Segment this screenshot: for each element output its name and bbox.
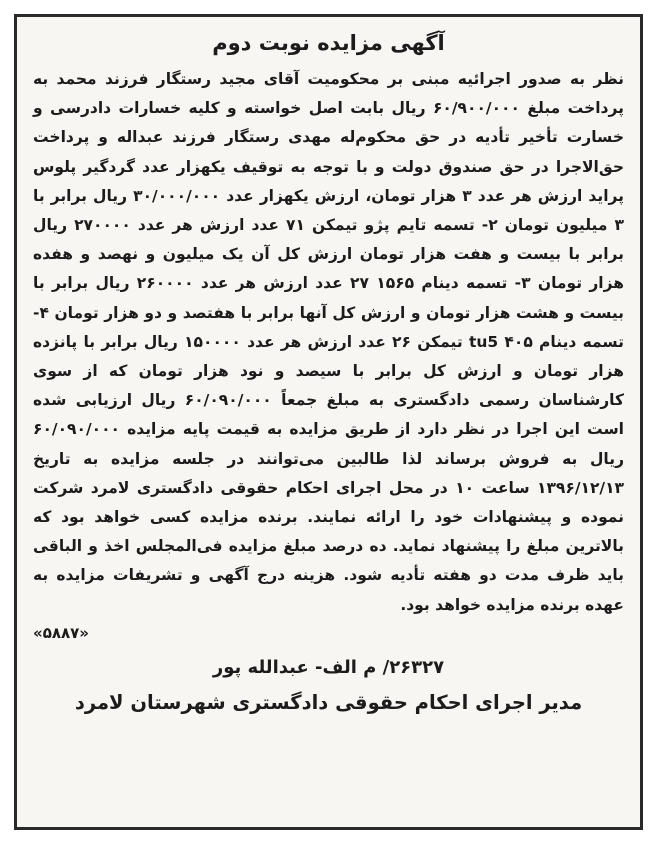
signature-line: مدیر اجرای احکام حقوقی دادگستری شهرستان لامرد [74,690,583,714]
auction-notice [14,14,643,830]
reference-line: ۲۶۳۲۷/ م الف- عبدالله پور [212,656,445,678]
notice-title: آگهی مزایده نوبت دوم [212,31,445,55]
notice-body: نظر به صدور اجرائیه مبنی بر محکومیت آقای مجید رستگار فرزند محمد به پرداخت مبلغ ۶۰/۹۰۰/۰۰۰ ریال بابت اصل خواسته و کلیه خسارات دادرسی و خسارت تأخیر تأدیه در حق محکوم‌له مهدی رستگار فرزند عبداله و پرداخت حق‌الاجرا در حق صندوق دولت و با توجه به توقیف یکهزار عدد گردگیر پلوس پراید ارزش هر عدد ۳ هزار تومان، ارزش یکهزار عدد ۳۰/۰۰۰/۰۰۰ ریال برابر با ۳ میلیون تومان ۲- تسمه تایم پژو تیمکن ۷۱ عدد ارزش هر عدد ۲۷۰۰۰۰ ریال برابر با بیست و هفت هزار تومان ارزش کل آن یک میلیون و نهصد و هفده هزار تومان ۳- تسمه دینام ۱۵۶۵ ۲۷ عدد ارزش هر عدد ۲۶۰۰۰۰ ریال برابر با بیست و هشت هزار تومان و ارزش کل آنها برابر با هفتصد و دو هزار تومان ۴- تسمه دینام tu5 ۴۰۵ تیمکن ۲۶ عدد ارزش هر عدد ۱۵۰۰۰۰ ریال برابر با پانزده هزار تومان و ارزش کل برابر با سیصد و نود هزار تومان که از سوی کارشناسان رسمی دادگستری به مبلغ جمعاً ۶۰/۰۹۰/۰۰۰ ریال ارزیابی شده است این اجرا در نظر دارد از طریق مزایده به قیمت پایه مزایده ۶۰/۰۹۰/۰۰۰ ریال به فروش برساند لذا طالبین می‌توانند در جلسه مزایده به تاریخ ۱۳۹۶/۱۲/۱۳ ساعت ۱۰ در محل اجرای احکام حقوقی دادگستری لامرد شرکت نموده و پیشنهادات خود را ارائه نمایند. برنده مزایده کسی خواهد بود که بالاترین مبلغ را پیشنهاد نماید. ده درصد مبلغ مزایده فی‌المجلس اخذ و الباقی باید ظرف مدت دو هفته تأدیه شود. هزینه درج آگهی و تشریفات مزایده به عهده برنده مزایده خواهد بود. [33,70,625,614]
case-number: «۵۸۸۷» [33,623,90,642]
